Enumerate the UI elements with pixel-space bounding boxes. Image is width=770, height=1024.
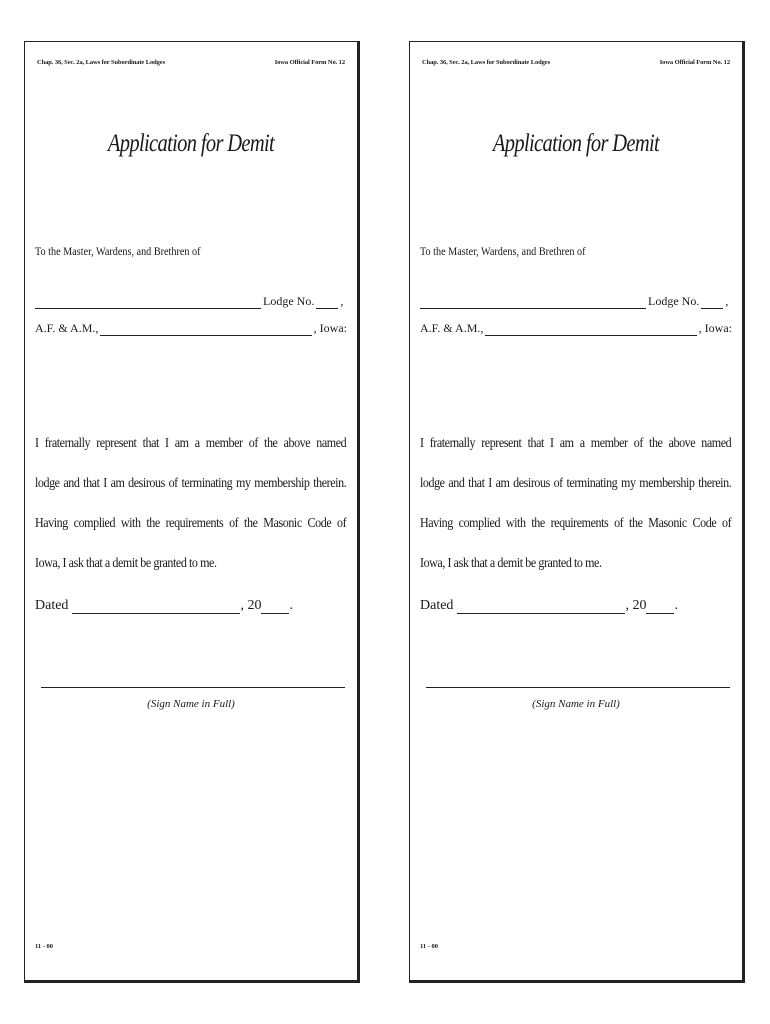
body-line: lodge and that I am desirous of terminating my membership therein. bbox=[35, 476, 347, 491]
demit-form-left bbox=[24, 41, 360, 983]
year-field[interactable] bbox=[646, 600, 674, 614]
iowa-label: , Iowa: bbox=[313, 321, 347, 335]
body-line: Iowa, I ask that a demit be granted to me. bbox=[420, 556, 602, 571]
form-revision-code: 11 - 00 bbox=[35, 943, 54, 950]
lodge-line bbox=[35, 294, 347, 309]
date-field[interactable] bbox=[457, 600, 625, 614]
body-line: Iowa, I ask that a demit be granted to me. bbox=[35, 556, 217, 571]
year-prefix: , 20 bbox=[625, 598, 647, 613]
dated-label: Dated bbox=[35, 598, 69, 613]
petition-body bbox=[35, 424, 347, 584]
lodge-name-field[interactable] bbox=[35, 297, 261, 309]
year-suffix: . bbox=[289, 598, 293, 613]
address-line: To the Master, Wardens, and Brethren of bbox=[35, 244, 201, 258]
address-line: To the Master, Wardens, and Brethren of bbox=[420, 244, 586, 258]
date-field[interactable] bbox=[72, 600, 240, 614]
signature-label: (Sign Name in Full) bbox=[147, 698, 235, 710]
city-field[interactable] bbox=[100, 324, 311, 336]
body-line: lodge and that I am desirous of terminating my membership therein. bbox=[420, 476, 732, 491]
lodge-line bbox=[420, 294, 732, 309]
body-line: Having complied with the requirements of the Masonic Code of bbox=[420, 516, 732, 531]
form-title: Application for Demit bbox=[492, 130, 660, 157]
lodge-number-field[interactable] bbox=[701, 297, 723, 309]
demit-form-right bbox=[409, 41, 745, 983]
signature-field[interactable] bbox=[41, 687, 345, 688]
lodge-line-comma: , bbox=[340, 294, 344, 308]
dated-line bbox=[420, 598, 678, 614]
signature-label: (Sign Name in Full) bbox=[532, 698, 620, 710]
header-law-reference: Chap. 36, Sec. 2a, Laws for Subordinate Lodges bbox=[37, 59, 166, 66]
city-line bbox=[420, 321, 732, 336]
city-field[interactable] bbox=[485, 324, 696, 336]
lodge-line-comma: , bbox=[725, 294, 729, 308]
form-revision-code: 11 - 00 bbox=[420, 943, 439, 950]
year-field[interactable] bbox=[261, 600, 289, 614]
lodge-number-label: Lodge No. bbox=[648, 294, 700, 308]
header-form-number: Iowa Official Form No. 12 bbox=[659, 59, 730, 66]
signature-field[interactable] bbox=[426, 687, 730, 688]
iowa-label: , Iowa: bbox=[698, 321, 732, 335]
lodge-name-field[interactable] bbox=[420, 297, 646, 309]
petition-body bbox=[420, 424, 732, 584]
af-am-label: A.F. & A.M., bbox=[35, 321, 99, 335]
lodge-number-label: Lodge No. bbox=[263, 294, 315, 308]
lodge-number-field[interactable] bbox=[316, 297, 338, 309]
city-line bbox=[35, 321, 347, 336]
header-law-reference: Chap. 36, Sec. 2a, Laws for Subordinate Lodges bbox=[422, 59, 551, 66]
year-suffix: . bbox=[674, 598, 678, 613]
form-title: Application for Demit bbox=[107, 130, 275, 157]
dated-label: Dated bbox=[420, 598, 454, 613]
year-prefix: , 20 bbox=[240, 598, 262, 613]
body-line: I fraternally represent that I am a member of the above named bbox=[35, 436, 347, 451]
form-header bbox=[37, 59, 345, 66]
af-am-label: A.F. & A.M., bbox=[420, 321, 484, 335]
form-header bbox=[422, 59, 730, 66]
body-line: I fraternally represent that I am a member of the above named bbox=[420, 436, 732, 451]
body-line: Having complied with the requirements of the Masonic Code of bbox=[35, 516, 347, 531]
dated-line bbox=[35, 598, 293, 614]
header-form-number: Iowa Official Form No. 12 bbox=[274, 59, 345, 66]
